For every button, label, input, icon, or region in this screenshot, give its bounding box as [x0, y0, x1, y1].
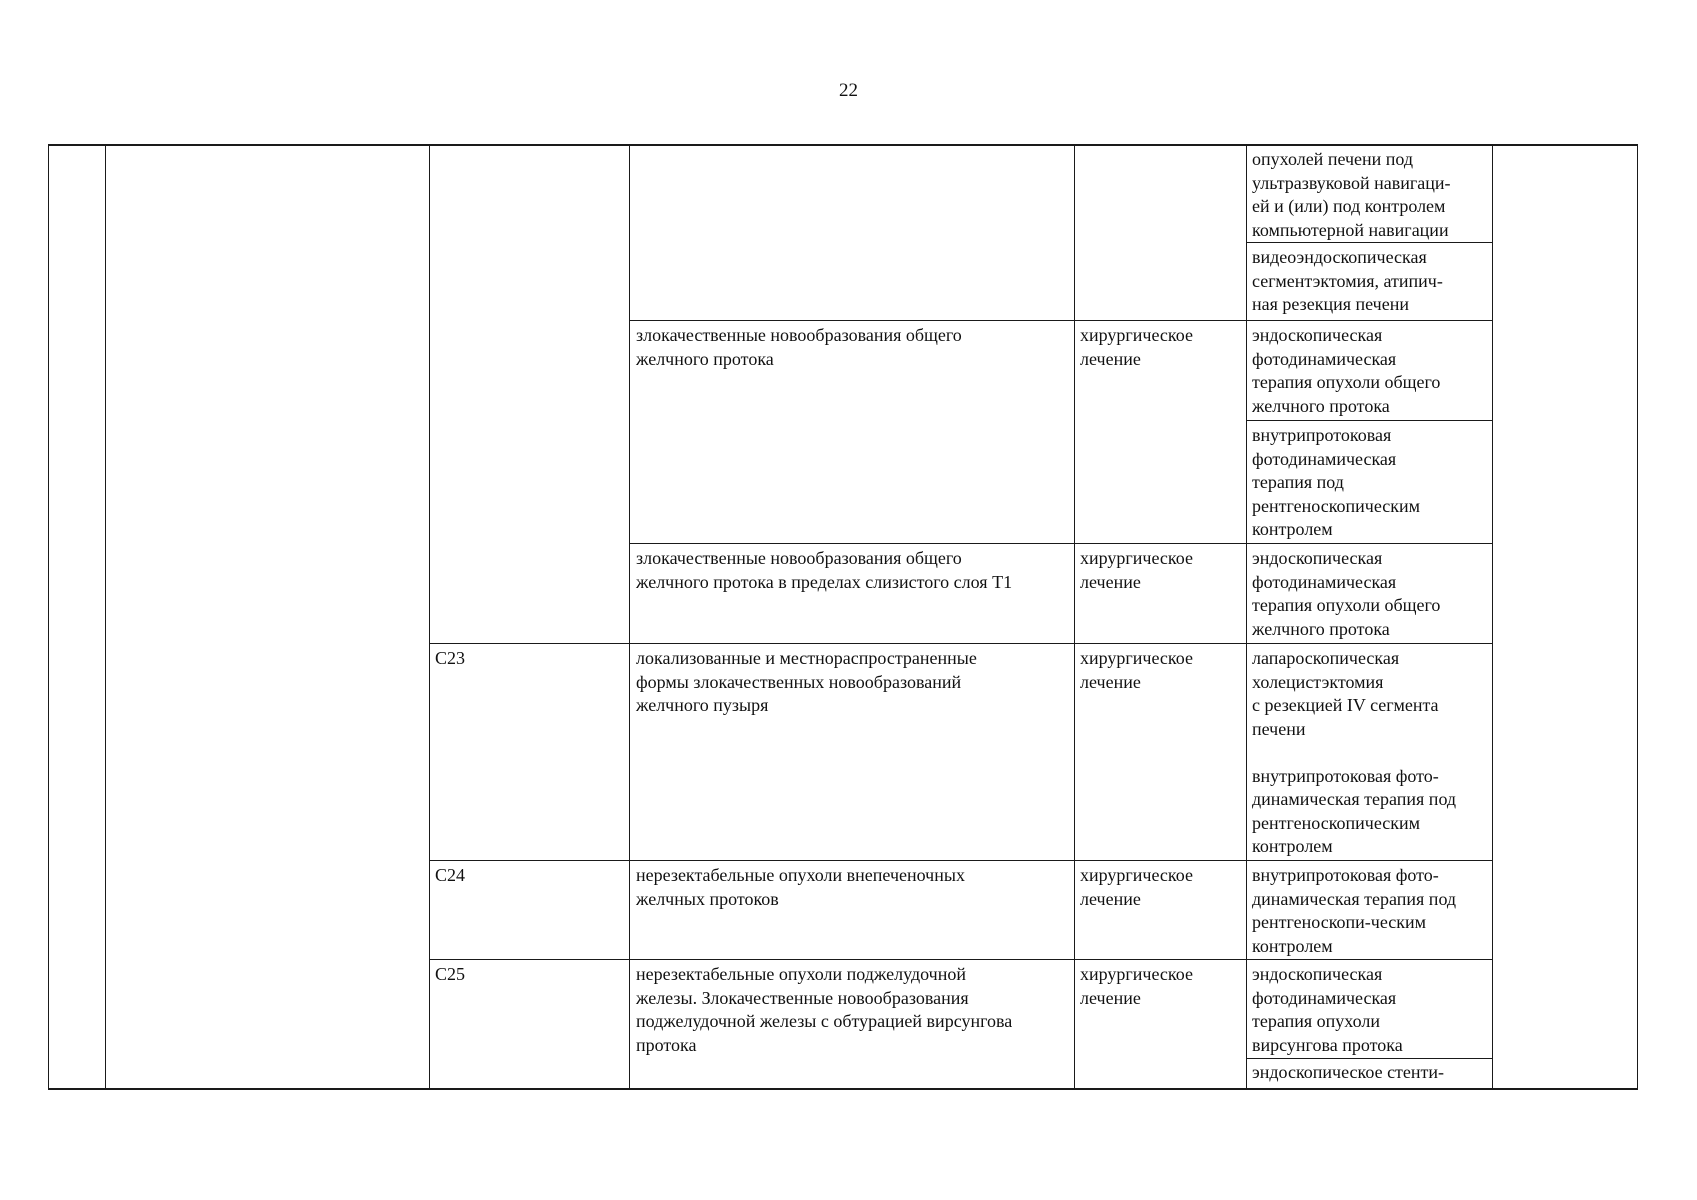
method-divider: [1246, 420, 1492, 421]
treatment-cell: хирургическое лечение: [1080, 548, 1193, 592]
column-divider-3: [629, 144, 630, 1090]
code-cell: С24: [435, 865, 466, 885]
column-divider-2: [429, 144, 430, 1090]
row-divider: [429, 643, 1492, 644]
disease-cell: нерезектабельные опухоли внепеченочных желчных протоков: [636, 865, 965, 909]
treatment-cell: хирургическое лечение: [1080, 865, 1193, 909]
method-divider: [1246, 242, 1492, 243]
code-cell: С25: [435, 964, 466, 984]
column-divider-1: [105, 144, 106, 1090]
disease-cell: нерезектабельные опухоли поджелудочной железы. Злокачественные новообразования поджелудочной железы с обтурацией вирсунгова протока: [636, 964, 1013, 1055]
method-cell: эндоскопическая фотодинамическая терапия опухоли вирсунгова протока: [1252, 964, 1403, 1055]
method-cell: лапароскопическая холецистэктомия с резекцией IV сегмента печени внутрипротоковая фото- динамическая терапия под рентгеноскопическим контролем: [1252, 648, 1457, 856]
disease-cell: злокачественные новообразования общего желчного протока в пределах слизистого слоя Т1: [636, 548, 1013, 592]
method-cell: видеоэндоскопическая сегментэктомия, атипич- ная резекция печени: [1252, 247, 1443, 314]
code-cell: С23: [435, 648, 466, 668]
treatment-cell: хирургическое лечение: [1080, 648, 1193, 692]
row-divider: [429, 959, 1492, 960]
method-cell: внутрипротоковая фотодинамическая терапия под рентгеноскопическим контролем: [1252, 425, 1421, 539]
method-cell: внутрипротоковая фото- динамическая терапия под рентгеноскопи-ческим контролем: [1252, 865, 1457, 956]
method-cell: эндоскопическая фотодинамическая терапия опухоли общего желчного протока: [1252, 548, 1441, 639]
page-number: 22: [839, 80, 858, 101]
medical-care-table: [48, 144, 1638, 1090]
row-divider: [629, 320, 1492, 321]
treatment-cell: хирургическое лечение: [1080, 325, 1193, 369]
column-divider-6: [1492, 144, 1493, 1090]
table-border-bottom: [48, 1088, 1638, 1090]
column-divider-4: [1074, 144, 1075, 1090]
row-divider: [629, 543, 1492, 544]
method-divider: [1246, 1058, 1492, 1059]
method-cell: эндоскопическое стенти-: [1252, 1062, 1445, 1082]
column-divider-5: [1246, 144, 1247, 1090]
table-border-right: [1637, 144, 1638, 1090]
method-cell: опухолей печени под ультразвуковой навигаци- ей и (или) под контролем компьютерной навигации: [1252, 149, 1451, 240]
row-divider: [429, 860, 1492, 861]
table-border-top: [48, 144, 1638, 146]
disease-cell: локализованные и местнораспространенные формы злокачественных новообразований желчного пузыря: [636, 648, 977, 715]
method-cell: эндоскопическая фотодинамическая терапия опухоли общего желчного протока: [1252, 325, 1441, 416]
disease-cell: злокачественные новообразования общего желчного протока: [636, 325, 962, 369]
treatment-cell: хирургическое лечение: [1080, 964, 1193, 1008]
table-border-left: [48, 144, 49, 1090]
